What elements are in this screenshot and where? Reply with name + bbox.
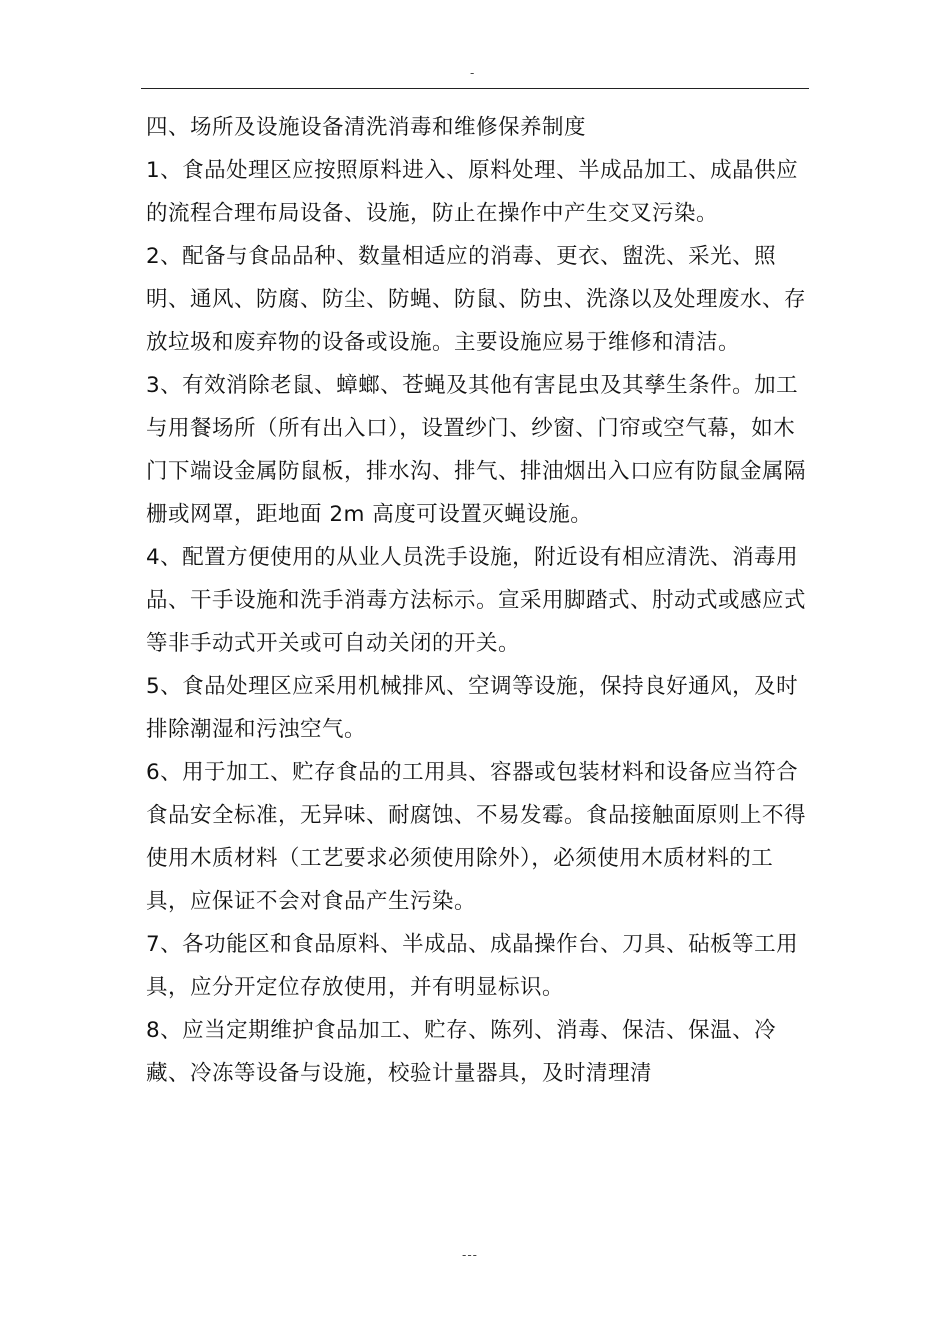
paragraph-6: 6、用于加工、贮存食品的工用具、容器或包装材料和设备应当符合食品安全标准，无异味、耐腐蚀、不易发霉。食品接触面原则上不得使用木质材料（工艺要求必须使用除外），必须使用木质材料的工具，应保证不会对食品产生污染。	[146, 760, 807, 914]
document-body	[146, 106, 810, 1095]
paragraph-3: 3、有效消除老鼠、蟑螂、苍蝇及其他有害昆虫及其孳生条件。加工与用餐场所（所有出入口），设置纱门、纱窗、门帘或空气幕，如木门下端设金属防鼠板，排水沟、排气、排油烟出入口应有防鼠金属隔栅或网罩，距地面 2m 高度可设置灭蝇设施。	[146, 373, 807, 527]
paragraph-2: 2、配备与食品品种、数量相适应的消毒、更衣、盥洗、采光、照明、通风、防腐、防尘、防蝇、防鼠、防虫、洗涤以及处理废水、存放垃圾和废弃物的设备或设施。主要设施应易于维修和清洁。	[146, 244, 807, 355]
footer-mark: ---	[462, 1248, 478, 1262]
paragraph-1: 1、食品处理区应按照原料进入、原料处理、半成品加工、成晶供应的流程合理布局设备、设施，防止在操作中产生交叉污染。	[146, 158, 799, 226]
header-mark: -	[470, 66, 475, 80]
header-rule	[141, 88, 809, 89]
paragraph-8: 8、应当定期维护食品加工、贮存、陈列、消毒、保洁、保温、冷藏、冷冻等设备与设施，校验计量器具，及时清理清	[146, 1018, 777, 1086]
paragraph-4: 4、配置方便使用的从业人员洗手设施，附近设有相应清洗、消毒用品、干手设施和洗手消毒方法标示。宣采用脚踏式、肘动式或感应式等非手动式开关或可自动关闭的开关。	[146, 545, 807, 656]
paragraph-7: 7、各功能区和食品原料、半成品、成晶操作台、刀具、砧板等工用具，应分开定位存放使用，并有明显标识。	[146, 932, 799, 1000]
paragraph-5: 5、食品处理区应采用机械排风、空调等设施，保持良好通风，及时排除潮湿和污浊空气。	[146, 674, 799, 742]
section-title: 四、场所及设施设备清洗消毒和维修保养制度	[146, 115, 587, 140]
